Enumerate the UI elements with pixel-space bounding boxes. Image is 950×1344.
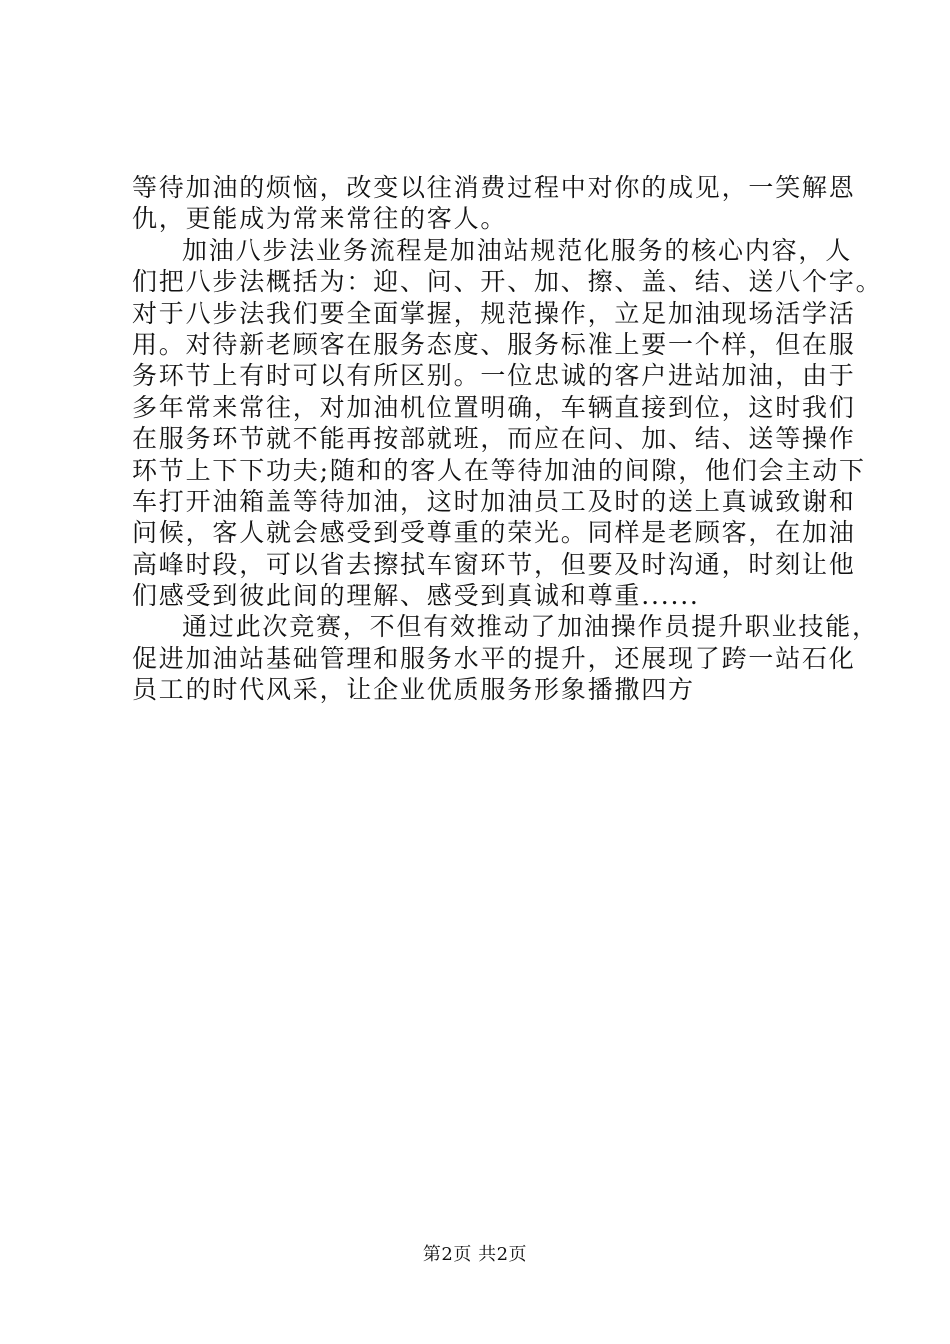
text-line: 环节上下下功夫;随和的客人在等待加油的间隙，他们会主动下 xyxy=(132,455,866,485)
body-text xyxy=(132,172,883,706)
text-line: 多年常来常往，对加油机位置明确，车辆直接到位，这时我们 xyxy=(132,392,856,422)
text-line: 们把八步法概括为：迎、问、开、加、擦、盖、结、送八个字。 xyxy=(132,267,883,297)
text-line: 车打开油箱盖等待加油，这时加油员工及时的送上真诚致谢和 xyxy=(132,486,856,516)
page-number-footer: 第2页 共2页 xyxy=(422,1244,528,1265)
text-line: 员工的时代风采，让企业优质服务形象播撒四方 xyxy=(132,675,695,705)
text-line: 仇，更能成为常来常往的客人。 xyxy=(132,204,508,234)
paragraph-start-line: 加油八步法业务流程是加油站规范化服务的核心内容，人 xyxy=(182,235,853,265)
text-line: 们感受到彼此间的理解、感受到真诚和尊重...... xyxy=(132,581,700,611)
text-line: 问候，客人就会感受到受尊重的荣光。同样是老顾客，在加油 xyxy=(132,518,856,548)
text-line: 高峰时段，可以省去擦拭车窗环节，但要及时沟通，时刻让他 xyxy=(132,549,856,579)
text-line: 务环节上有时可以有所区别。一位忠诚的客户进站加油，由于 xyxy=(132,361,856,391)
text-line: 对于八步法我们要全面掌握，规范操作，立足加油现场活学活 xyxy=(132,298,856,328)
text-line: 等待加油的烦恼，改变以往消费过程中对你的成见，一笑解恩 xyxy=(132,173,856,202)
text-line: 促进加油站基础管理和服务水平的提升，还展现了跨一站石化 xyxy=(132,643,856,673)
text-line: 在服务环节就不能再按部就班，而应在问、加、结、送等操作 xyxy=(132,424,856,454)
text-line: 用。对待新老顾客在服务态度、服务标准上要一个样，但在服 xyxy=(132,329,856,359)
paragraph-start-line: 通过此次竞赛，不但有效推动了加油操作员提升职业技能， xyxy=(182,612,879,642)
